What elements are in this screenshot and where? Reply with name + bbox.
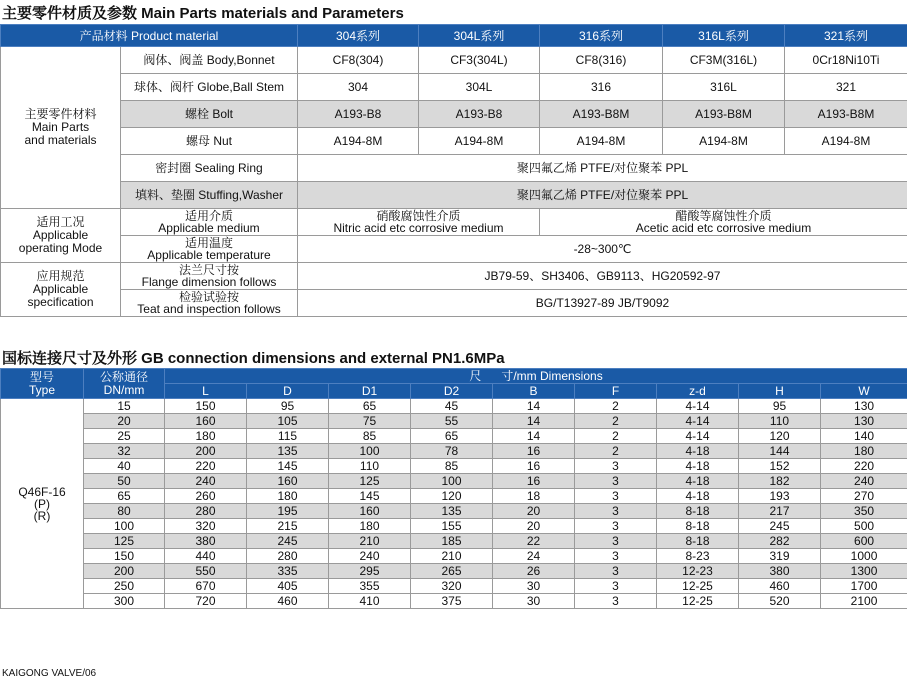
dimension-cell: 220 <box>165 459 247 474</box>
dimension-cell: 95 <box>739 399 821 414</box>
dimension-cell: 110 <box>739 414 821 429</box>
cell: CF3(304L) <box>419 47 540 74</box>
cell: 316 <box>540 74 663 101</box>
group-specification <box>1 263 121 317</box>
dimension-cell: 3 <box>575 519 657 534</box>
column-header: D1 <box>329 384 411 399</box>
dimension-cell: 18 <box>493 489 575 504</box>
flange-label <box>121 263 298 290</box>
inspection-label-cn: 检验试验按 <box>178 290 239 304</box>
spec-row-inspection <box>1 290 907 317</box>
dimension-cell: 410 <box>329 594 411 609</box>
table-row <box>1 564 907 579</box>
column-header: D <box>247 384 329 399</box>
dn-cell: 50 <box>84 474 165 489</box>
cell: A194-8M <box>785 128 907 155</box>
column-header: L <box>165 384 247 399</box>
materials-table <box>0 24 907 317</box>
cell: 聚四氟乙烯 PTFE/对位聚苯 PPL <box>298 155 907 182</box>
material-row-nut <box>1 128 907 155</box>
dimension-cell: 180 <box>821 444 907 459</box>
dimension-cell: 78 <box>411 444 493 459</box>
table-row <box>1 489 907 504</box>
dn-cell: 125 <box>84 534 165 549</box>
dimension-cell: 210 <box>411 549 493 564</box>
column-header: H <box>739 384 821 399</box>
cell: 316L <box>663 74 785 101</box>
dimension-cell: 105 <box>247 414 329 429</box>
type-header <box>1 369 84 399</box>
dimension-cell: 215 <box>247 519 329 534</box>
cell: A193-B8M <box>785 101 907 128</box>
medium-label-en: Applicable medium <box>158 221 260 235</box>
dimension-cell: 115 <box>247 429 329 444</box>
dimension-cell: 520 <box>739 594 821 609</box>
table-row <box>1 504 907 519</box>
dimension-cell: 130 <box>821 399 907 414</box>
dimension-cell: 145 <box>329 489 411 504</box>
footer: KAIGONG VALVE/06 <box>2 668 97 679</box>
dimension-cell: 12-23 <box>657 564 739 579</box>
dimension-cell: 319 <box>739 549 821 564</box>
dimension-cell: 135 <box>247 444 329 459</box>
dimensions-table <box>0 368 907 609</box>
group-main-parts <box>1 47 121 209</box>
dimension-cell: 320 <box>411 579 493 594</box>
dimension-cell: 16 <box>493 474 575 489</box>
table-row <box>1 579 907 594</box>
dimension-cell: 2 <box>575 414 657 429</box>
dimension-cell: 1000 <box>821 549 907 564</box>
acetic-en: Acetic acid etc corrosive medium <box>635 221 812 235</box>
dimension-cell: 12-25 <box>657 594 739 609</box>
group-main-parts-text: 主要零件材料 Main Parts and materials <box>24 107 97 147</box>
dimension-cell: 130 <box>821 414 907 429</box>
dimension-cell: 2 <box>575 429 657 444</box>
cell: A194-8M <box>298 128 419 155</box>
dimension-cell: 120 <box>411 489 493 504</box>
inspection-label <box>121 290 298 317</box>
dn-cell: 250 <box>84 579 165 594</box>
dimension-cell: 335 <box>247 564 329 579</box>
spec-row-flange <box>1 263 907 290</box>
dimension-cell: 26 <box>493 564 575 579</box>
dimension-cell: 375 <box>411 594 493 609</box>
dimension-cell: 45 <box>411 399 493 414</box>
section-title-materials: 主要零件材质及参数 Main Parts materials and Parameters <box>2 5 404 22</box>
dimension-cell: 160 <box>329 504 411 519</box>
temperature-label-cn: 适用温度 <box>184 236 233 250</box>
dimension-cell: 20 <box>493 504 575 519</box>
row-label: 球体、阀杆 Globe,Ball Stem <box>121 74 298 101</box>
dimension-cell: 2100 <box>821 594 907 609</box>
cell: 聚四氟乙烯 PTFE/对位聚苯 PPL <box>298 182 907 209</box>
dimension-cell: 14 <box>493 399 575 414</box>
cell: A194-8M <box>540 128 663 155</box>
dimension-cell: 180 <box>247 489 329 504</box>
dimensions-header: 尺 寸/mm Dimensions <box>165 369 907 384</box>
series-header: 304系列 <box>298 25 419 47</box>
table-row <box>1 549 907 564</box>
dimension-cell: 245 <box>739 519 821 534</box>
dimension-cell: 24 <box>493 549 575 564</box>
dimension-cell: 160 <box>165 414 247 429</box>
dimension-cell: 440 <box>165 549 247 564</box>
dimension-cell: 217 <box>739 504 821 519</box>
dimension-cell: 8-23 <box>657 549 739 564</box>
cell: 0Cr18Ni10Ti <box>785 47 907 74</box>
column-header: W <box>821 384 907 399</box>
dn-cell: 65 <box>84 489 165 504</box>
row-label: 阀体、阀盖 Body,Bonnet <box>121 47 298 74</box>
dimension-cell: 14 <box>493 414 575 429</box>
dimensions-header-row <box>1 369 907 384</box>
column-header: z-d <box>657 384 739 399</box>
table-row <box>1 399 907 414</box>
dn-cell: 25 <box>84 429 165 444</box>
dn-header <box>84 369 165 399</box>
dimension-cell: 3 <box>575 564 657 579</box>
series-header: 321系列 <box>785 25 907 47</box>
dimension-cell: 4-18 <box>657 444 739 459</box>
dimension-cell: 405 <box>247 579 329 594</box>
dimension-cell: 3 <box>575 549 657 564</box>
dimension-cell: 195 <box>247 504 329 519</box>
table-row <box>1 444 907 459</box>
dimension-cell: 4-18 <box>657 489 739 504</box>
dimension-cell: 200 <box>165 444 247 459</box>
cell: A194-8M <box>663 128 785 155</box>
dimension-cell: 600 <box>821 534 907 549</box>
dn-cell: 40 <box>84 459 165 474</box>
dimension-cell: 135 <box>411 504 493 519</box>
dimension-cell: 260 <box>165 489 247 504</box>
dimension-cell: 4-14 <box>657 429 739 444</box>
dimension-cell: 65 <box>329 399 411 414</box>
dimension-cell: 160 <box>247 474 329 489</box>
cell: CF8(304) <box>298 47 419 74</box>
dn-cell: 32 <box>84 444 165 459</box>
dimension-cell: 22 <box>493 534 575 549</box>
dimension-cell: 8-18 <box>657 519 739 534</box>
dimension-cell: 500 <box>821 519 907 534</box>
dimension-cell: 3 <box>575 459 657 474</box>
dimension-cell: 20 <box>493 519 575 534</box>
inspection-label-en: Teat and inspection follows <box>137 302 281 316</box>
dimension-cell: 1300 <box>821 564 907 579</box>
dn-header-text: 公称通径 DN/mm <box>99 369 148 397</box>
dimension-cell: 30 <box>493 579 575 594</box>
mode-row-medium <box>1 209 907 236</box>
material-row-stuffing <box>1 182 907 209</box>
dimension-cell: 282 <box>739 534 821 549</box>
dimension-cell: 85 <box>411 459 493 474</box>
dimension-cell: 240 <box>821 474 907 489</box>
dimension-cell: 185 <box>411 534 493 549</box>
cell: A193-B8M <box>540 101 663 128</box>
material-row-bolt <box>1 101 907 128</box>
dn-cell: 100 <box>84 519 165 534</box>
dimension-cell: 3 <box>575 534 657 549</box>
medium-label-cn: 适用介质 <box>184 209 233 223</box>
dimension-cell: 100 <box>329 444 411 459</box>
column-header: F <box>575 384 657 399</box>
table-row <box>1 459 907 474</box>
table-row <box>1 519 907 534</box>
nitric-medium <box>298 209 540 236</box>
dimension-cell: 152 <box>739 459 821 474</box>
dimension-cell: 8-18 <box>657 504 739 519</box>
cell: CF8(316) <box>540 47 663 74</box>
dimension-cell: 4-18 <box>657 459 739 474</box>
acetic-cn: 醋酸等腐蚀性介质 <box>675 209 772 223</box>
dimension-cell: 460 <box>739 579 821 594</box>
dimension-cell: 245 <box>247 534 329 549</box>
dimension-cell: 550 <box>165 564 247 579</box>
dimension-cell: 270 <box>821 489 907 504</box>
type-header-text: 型号 Type <box>28 369 55 397</box>
dimension-cell: 4-14 <box>657 414 739 429</box>
group-operating-mode <box>1 209 121 263</box>
nitric-cn: 硝酸腐蚀性介质 <box>376 209 461 223</box>
dimension-cell: 100 <box>411 474 493 489</box>
dimension-cell: 350 <box>821 504 907 519</box>
group-specification-text: 应用规范 Applicable specification <box>27 269 94 309</box>
dimension-cell: 193 <box>739 489 821 504</box>
table-row <box>1 429 907 444</box>
dn-cell: 300 <box>84 594 165 609</box>
table-row <box>1 414 907 429</box>
material-row-globe <box>1 74 907 101</box>
dimension-cell: 240 <box>165 474 247 489</box>
cell: A193-B8 <box>419 101 540 128</box>
dimension-cell: 210 <box>329 534 411 549</box>
dimension-cell: 182 <box>739 474 821 489</box>
dimension-cell: 150 <box>165 399 247 414</box>
dimension-cell: 295 <box>329 564 411 579</box>
dimension-cell: 2 <box>575 444 657 459</box>
dimension-cell: 355 <box>329 579 411 594</box>
row-label: 螺栓 Bolt <box>121 101 298 128</box>
dimension-cell: 3 <box>575 579 657 594</box>
dimension-cell: 280 <box>247 549 329 564</box>
dimension-cell: 12-25 <box>657 579 739 594</box>
table-row <box>1 474 907 489</box>
row-label: 螺母 Nut <box>121 128 298 155</box>
product-material-header: 产品材料 Product material <box>1 25 298 47</box>
column-header: D2 <box>411 384 493 399</box>
column-header: B <box>493 384 575 399</box>
temperature-label-en: Applicable temperature <box>147 248 271 262</box>
dimension-cell: 180 <box>329 519 411 534</box>
dimension-cell: 125 <box>329 474 411 489</box>
dimension-cell: 30 <box>493 594 575 609</box>
series-header: 304L系列 <box>419 25 540 47</box>
dimension-cell: 144 <box>739 444 821 459</box>
medium-label <box>121 209 298 236</box>
flange-label-cn: 法兰尺寸按 <box>178 263 239 277</box>
dimension-cell: 110 <box>329 459 411 474</box>
nitric-en: Nitric acid etc corrosive medium <box>333 221 504 235</box>
dimension-cell: 240 <box>329 549 411 564</box>
cell: 304 <box>298 74 419 101</box>
section-title-dimensions: 国标连接尺寸及外形 GB connection dimensions and external PN1.6MPa <box>2 350 505 367</box>
dimension-cell: 180 <box>165 429 247 444</box>
dimension-cell: 120 <box>739 429 821 444</box>
cell: 321 <box>785 74 907 101</box>
flange-value: JB79-59、SH3406、GB9113、HG20592-97 <box>298 263 907 290</box>
dimension-cell: 3 <box>575 594 657 609</box>
dimension-cell: 155 <box>411 519 493 534</box>
dimension-cell: 3 <box>575 504 657 519</box>
dimension-cell: 460 <box>247 594 329 609</box>
cell: 304L <box>419 74 540 101</box>
dn-cell: 80 <box>84 504 165 519</box>
table-row <box>1 534 907 549</box>
table-row <box>1 594 907 609</box>
dimension-cell: 380 <box>739 564 821 579</box>
dimension-cell: 380 <box>165 534 247 549</box>
dimension-cell: 4-14 <box>657 399 739 414</box>
dimension-cell: 265 <box>411 564 493 579</box>
row-label: 密封圈 Sealing Ring <box>121 155 298 182</box>
dimension-cell: 220 <box>821 459 907 474</box>
row-label: 填料、垫圈 Stuffing,Washer <box>121 182 298 209</box>
mode-row-temperature <box>1 236 907 263</box>
flange-label-en: Flange dimension follows <box>141 275 277 289</box>
dimension-cell: 16 <box>493 459 575 474</box>
dn-cell: 150 <box>84 549 165 564</box>
dimension-cell: 55 <box>411 414 493 429</box>
dimension-cell: 320 <box>165 519 247 534</box>
materials-header-row <box>1 25 907 47</box>
dimension-cell: 140 <box>821 429 907 444</box>
dimension-cell: 3 <box>575 489 657 504</box>
group-operating-mode-text: 适用工况 Applicable operating Mode <box>18 215 103 255</box>
dimension-cell: 8-18 <box>657 534 739 549</box>
dimension-cell: 85 <box>329 429 411 444</box>
dn-cell: 20 <box>84 414 165 429</box>
model-text: Q46F-16 (P) (R) <box>18 484 66 523</box>
material-row-body <box>1 47 907 74</box>
temperature-value: -28~300℃ <box>298 236 907 263</box>
cell: A194-8M <box>419 128 540 155</box>
dn-cell: 200 <box>84 564 165 579</box>
cell: A193-B8M <box>663 101 785 128</box>
series-header: 316系列 <box>540 25 663 47</box>
dimension-cell: 3 <box>575 474 657 489</box>
series-header: 316L系列 <box>663 25 785 47</box>
dimension-cell: 280 <box>165 504 247 519</box>
material-row-sealing <box>1 155 907 182</box>
dimension-cell: 4-18 <box>657 474 739 489</box>
dimension-cell: 2 <box>575 399 657 414</box>
dimension-cell: 145 <box>247 459 329 474</box>
dimension-cell: 65 <box>411 429 493 444</box>
dimension-cell: 720 <box>165 594 247 609</box>
inspection-value: BG/T13927-89 JB/T9092 <box>298 290 907 317</box>
dimension-cell: 16 <box>493 444 575 459</box>
model-cell <box>1 399 84 609</box>
cell: A193-B8 <box>298 101 419 128</box>
dimension-cell: 14 <box>493 429 575 444</box>
dimension-cell: 75 <box>329 414 411 429</box>
dn-cell: 15 <box>84 399 165 414</box>
dimension-cell: 1700 <box>821 579 907 594</box>
temperature-label <box>121 236 298 263</box>
dimension-cell: 670 <box>165 579 247 594</box>
cell: CF3M(316L) <box>663 47 785 74</box>
dimension-cell: 95 <box>247 399 329 414</box>
acetic-medium <box>540 209 907 236</box>
